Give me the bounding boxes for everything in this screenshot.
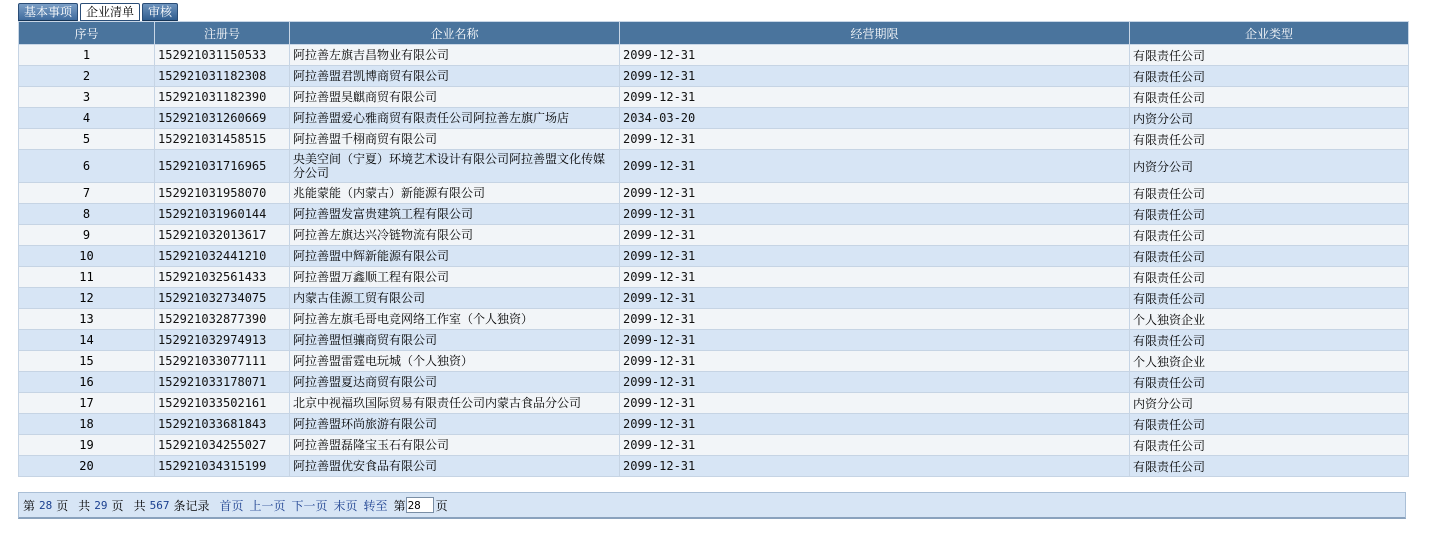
- table-row: [19, 66, 1409, 87]
- reg-number-cell: 152921031960144: [155, 204, 290, 225]
- reg-number-cell: 152921031260669: [155, 108, 290, 129]
- company-type-cell: 有限责任公司: [1130, 204, 1409, 225]
- page-prefix: 第: [23, 498, 36, 513]
- company-name-cell: 阿拉善盟发富贵建筑工程有限公司: [290, 204, 620, 225]
- table-row: [19, 309, 1409, 330]
- row-index-cell: 7: [19, 183, 155, 204]
- business-term-cell: 2099-12-31: [620, 435, 1130, 456]
- reg-number-cell: 152921032441210: [155, 246, 290, 267]
- row-index-cell: 11: [19, 267, 155, 288]
- company-type-cell: 有限责任公司: [1130, 456, 1409, 477]
- table-row: [19, 129, 1409, 150]
- reg-number-cell: 152921031458515: [155, 129, 290, 150]
- row-index-cell: 9: [19, 225, 155, 246]
- table-row: [19, 414, 1409, 435]
- total-pages-prefix: 共: [78, 498, 91, 513]
- reg-number-cell: 152921034315199: [155, 456, 290, 477]
- business-term-cell: 2099-12-31: [620, 414, 1130, 435]
- tab-bar: [18, 3, 178, 21]
- page-suffix: 页: [56, 498, 69, 513]
- table-row: [19, 150, 1409, 183]
- row-index-cell: 3: [19, 87, 155, 108]
- company-name-cell: 阿拉善盟雷霆电玩城（个人独资）: [290, 351, 620, 372]
- table-row: [19, 351, 1409, 372]
- row-index-cell: 20: [19, 456, 155, 477]
- table-row: [19, 204, 1409, 225]
- enterprise-table: [18, 21, 1409, 477]
- table-row: [19, 246, 1409, 267]
- table-row: [19, 183, 1409, 204]
- reg-number-cell: 152921033681843: [155, 414, 290, 435]
- business-term-cell: 2099-12-31: [620, 129, 1130, 150]
- row-index-cell: 16: [19, 372, 155, 393]
- current-page-number: 28: [39, 498, 53, 512]
- table-row: [19, 372, 1409, 393]
- business-term-cell: 2099-12-31: [620, 87, 1130, 108]
- reg-number-cell: 152921032013617: [155, 225, 290, 246]
- column-header-company-name: 企业名称: [290, 22, 620, 45]
- row-index-cell: 15: [19, 351, 155, 372]
- reg-number-cell: 152921032974913: [155, 330, 290, 351]
- company-type-cell: 有限责任公司: [1130, 225, 1409, 246]
- company-type-cell: 有限责任公司: [1130, 87, 1409, 108]
- row-index-cell: 5: [19, 129, 155, 150]
- total-pages-suffix: 页: [111, 498, 124, 513]
- table-row: [19, 288, 1409, 309]
- company-type-cell: 有限责任公司: [1130, 414, 1409, 435]
- business-term-cell: 2099-12-31: [620, 351, 1130, 372]
- business-term-cell: 2099-12-31: [620, 150, 1130, 183]
- reg-number-cell: 152921033077111: [155, 351, 290, 372]
- business-term-cell: 2099-12-31: [620, 267, 1130, 288]
- table-row: [19, 45, 1409, 66]
- reg-number-cell: 152921032734075: [155, 288, 290, 309]
- total-records-prefix: 共: [133, 498, 146, 513]
- company-name-cell: 阿拉善盟夏达商贸有限公司: [290, 372, 620, 393]
- reg-number-cell: 152921031150533: [155, 45, 290, 66]
- business-term-cell: 2099-12-31: [620, 66, 1130, 87]
- business-term-cell: 2099-12-31: [620, 309, 1130, 330]
- first-page-link[interactable]: 首页: [219, 498, 244, 513]
- reg-number-cell: 152921031182390: [155, 87, 290, 108]
- row-index-cell: 14: [19, 330, 155, 351]
- company-name-cell: 阿拉善左旗吉昌物业有限公司: [290, 45, 620, 66]
- table-row: [19, 456, 1409, 477]
- company-type-cell: 有限责任公司: [1130, 129, 1409, 150]
- total-pages-number: 29: [94, 498, 108, 512]
- company-name-cell: 阿拉善盟中辉新能源有限公司: [290, 246, 620, 267]
- company-type-cell: 内资分公司: [1130, 108, 1409, 129]
- table-row: [19, 87, 1409, 108]
- table-row: [19, 435, 1409, 456]
- company-type-cell: 内资分公司: [1130, 150, 1409, 183]
- column-header-company-type: 企业类型: [1130, 22, 1409, 45]
- company-type-cell: 有限责任公司: [1130, 267, 1409, 288]
- business-term-cell: 2099-12-31: [620, 456, 1130, 477]
- company-name-cell: 阿拉善盟万鑫顺工程有限公司: [290, 267, 620, 288]
- reg-number-cell: 152921034255027: [155, 435, 290, 456]
- table-row: [19, 267, 1409, 288]
- business-term-cell: 2034-03-20: [620, 108, 1130, 129]
- table-row: [19, 225, 1409, 246]
- column-header-index: 序号: [19, 22, 155, 45]
- row-index-cell: 1: [19, 45, 155, 66]
- business-term-cell: 2099-12-31: [620, 246, 1130, 267]
- company-name-cell: 北京中视福玖国际贸易有限责任公司内蒙古食品分公司: [290, 393, 620, 414]
- reg-number-cell: 152921031716965: [155, 150, 290, 183]
- prev-page-link[interactable]: 上一页: [249, 498, 286, 513]
- last-page-link[interactable]: 末页: [333, 498, 358, 513]
- company-type-cell: 个人独资企业: [1130, 351, 1409, 372]
- company-name-cell: 阿拉善左旗达兴冷链物流有限公司: [290, 225, 620, 246]
- company-name-cell: 阿拉善盟千栩商贸有限公司: [290, 129, 620, 150]
- business-term-cell: 2099-12-31: [620, 288, 1130, 309]
- company-type-cell: 有限责任公司: [1130, 372, 1409, 393]
- reg-number-cell: 152921031182308: [155, 66, 290, 87]
- company-type-cell: 有限责任公司: [1130, 45, 1409, 66]
- reg-number-cell: 152921031958070: [155, 183, 290, 204]
- company-type-cell: 有限责任公司: [1130, 288, 1409, 309]
- company-name-cell: 阿拉善盟环尚旅游有限公司: [290, 414, 620, 435]
- tab-enterprise-list[interactable]: 企业清单: [80, 3, 140, 21]
- company-type-cell: 个人独资企业: [1130, 309, 1409, 330]
- table-body: [19, 45, 1409, 477]
- pagination-bar: [18, 492, 1406, 519]
- table-row: [19, 108, 1409, 129]
- business-term-cell: 2099-12-31: [620, 45, 1130, 66]
- next-page-link[interactable]: 下一页: [291, 498, 328, 513]
- row-index-cell: 6: [19, 150, 155, 183]
- goto-link[interactable]: 转至: [363, 498, 388, 513]
- company-name-cell: 央美空间（宁夏）环境艺术设计有限公司阿拉善盟文化传媒分公司: [290, 150, 620, 183]
- row-index-cell: 4: [19, 108, 155, 129]
- row-index-cell: 2: [19, 66, 155, 87]
- company-name-cell: 兆能蒙能（内蒙古）新能源有限公司: [290, 183, 620, 204]
- table-header-row: [19, 22, 1409, 45]
- company-name-cell: 阿拉善盟磊隆宝玉石有限公司: [290, 435, 620, 456]
- company-type-cell: 有限责任公司: [1130, 330, 1409, 351]
- reg-number-cell: 152921033502161: [155, 393, 290, 414]
- row-index-cell: 19: [19, 435, 155, 456]
- row-index-cell: 8: [19, 204, 155, 225]
- company-name-cell: 阿拉善左旗毛哥电竞网络工作室（个人独资）: [290, 309, 620, 330]
- tab-review[interactable]: 审核: [142, 3, 178, 21]
- business-term-cell: 2099-12-31: [620, 372, 1130, 393]
- company-type-cell: 有限责任公司: [1130, 66, 1409, 87]
- business-term-cell: 2099-12-31: [620, 183, 1130, 204]
- row-index-cell: 18: [19, 414, 155, 435]
- company-name-cell: 阿拉善盟爱心雅商贸有限责任公司阿拉善左旗广场店: [290, 108, 620, 129]
- row-index-cell: 12: [19, 288, 155, 309]
- tab-basic-info[interactable]: 基本事项: [18, 3, 78, 21]
- goto-suffix: 页: [435, 498, 448, 513]
- company-type-cell: 有限责任公司: [1130, 246, 1409, 267]
- goto-page-input[interactable]: [406, 497, 434, 513]
- business-term-cell: 2099-12-31: [620, 225, 1130, 246]
- company-name-cell: 阿拉善盟恒骧商贸有限公司: [290, 330, 620, 351]
- company-name-cell: 阿拉善盟昊麒商贸有限公司: [290, 87, 620, 108]
- column-header-reg-no: 注册号: [155, 22, 290, 45]
- company-type-cell: 内资分公司: [1130, 393, 1409, 414]
- company-name-cell: 阿拉善盟君凯博商贸有限公司: [290, 66, 620, 87]
- goto-prefix: 第: [393, 498, 406, 513]
- table-row: [19, 330, 1409, 351]
- company-name-cell: 阿拉善盟优安食品有限公司: [290, 456, 620, 477]
- row-index-cell: 10: [19, 246, 155, 267]
- table-row: [19, 393, 1409, 414]
- company-type-cell: 有限责任公司: [1130, 183, 1409, 204]
- reg-number-cell: 152921032877390: [155, 309, 290, 330]
- row-index-cell: 13: [19, 309, 155, 330]
- company-name-cell: 内蒙古佳源工贸有限公司: [290, 288, 620, 309]
- reg-number-cell: 152921032561433: [155, 267, 290, 288]
- company-type-cell: 有限责任公司: [1130, 435, 1409, 456]
- business-term-cell: 2099-12-31: [620, 330, 1130, 351]
- business-term-cell: 2099-12-31: [620, 204, 1130, 225]
- reg-number-cell: 152921033178071: [155, 372, 290, 393]
- total-records-suffix: 条记录: [173, 498, 210, 513]
- row-index-cell: 17: [19, 393, 155, 414]
- column-header-term: 经营期限: [620, 22, 1130, 45]
- total-records-number: 567: [149, 498, 170, 512]
- business-term-cell: 2099-12-31: [620, 393, 1130, 414]
